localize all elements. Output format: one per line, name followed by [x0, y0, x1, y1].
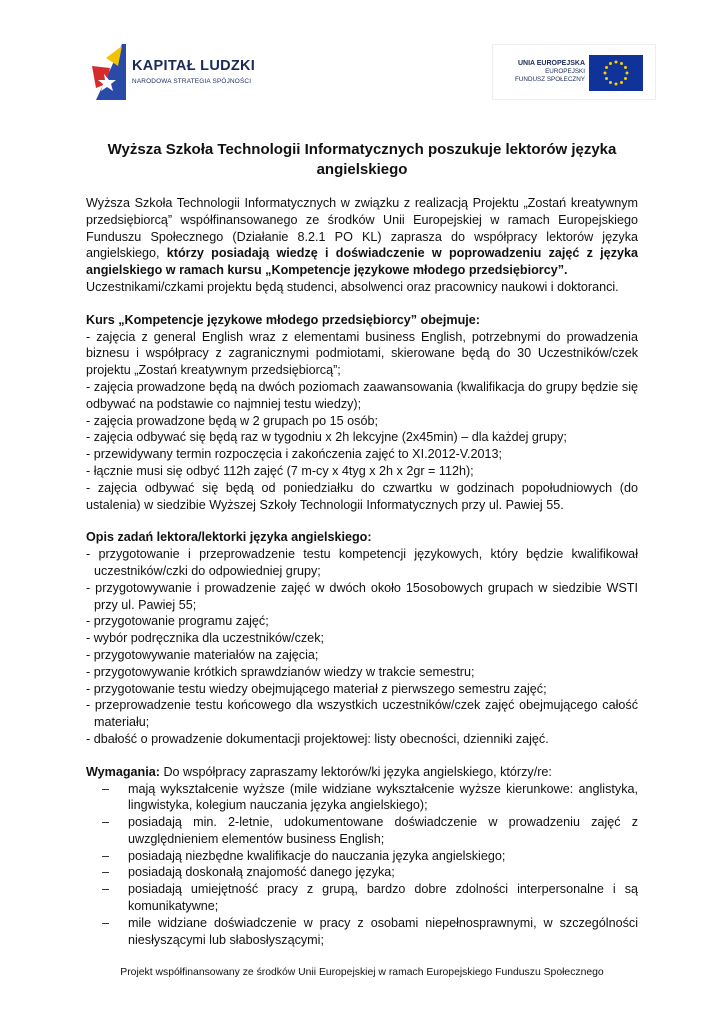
duty-item: - przygotowanie i przeprowadzenie testu kompetencji językowych, który będzie kwalifikował uczestników/czki do odpowiedniej grupy; — [86, 547, 638, 578]
requirements-intro — [86, 764, 638, 781]
duties-heading-text: Opis zadań lektora/lektorki języka angielskiego: — [86, 530, 372, 545]
requirement-item — [86, 864, 638, 881]
eu-flag-icon — [589, 55, 643, 91]
duties-heading — [86, 529, 638, 546]
document-title: Wyższa Szkoła Technologii Informatycznych poszukuje lektorów języka angielskiego — [107, 141, 617, 178]
course-item: - zajęcia prowadzone będą na dwóch poziomach zaawansowania (kwalifikacja do grupy będzie się odbywać na podstawie co najmniej testu wiedzy); — [86, 379, 638, 411]
requirement-item — [86, 814, 638, 848]
dash-bullet: – — [102, 848, 110, 863]
requirement-item — [86, 848, 638, 865]
eu-line-2: EUROPEJSKI — [545, 68, 585, 75]
duty-item: - przygotowywanie materiałów na zajęcia; — [86, 647, 319, 662]
requirement-text: mile widziane doświadczenie w pracy z osobami niepełnosprawnymi, w szczególności niesłyszącymi lub słabosłyszącymi; — [128, 915, 638, 947]
requirement-item — [86, 881, 638, 915]
intro-paragraph — [86, 195, 638, 279]
duty-item: - przygotowywanie i prowadzenie zajęć w dwóch około 15osobowych grupach w siedzibie WSTI przy ul. Pawiej 55; — [86, 580, 638, 612]
requirement-item — [86, 915, 638, 949]
course-item: - łącznie musi się odbyć 112h zajęć (7 m-cy x 4tyg x 2h x 2gr = 112h); — [86, 463, 474, 478]
eu-line-1: UNIA EUROPEJSKA — [517, 60, 585, 67]
eu-logo — [492, 44, 656, 100]
document-body — [86, 195, 638, 948]
eu-logo-text — [515, 59, 585, 84]
dash-bullet: – — [102, 882, 110, 897]
duty-item: - dbałość o prowadzenie dokumentacji projektowej: listy obecności, dzienniki zajęć. — [86, 731, 549, 746]
requirements-label: Wymagania: — [86, 764, 160, 779]
page-footer: Projekt współfinansowany ze środków Unii Europejskiej w ramach Europejskiego Funduszu Społecznego — [120, 967, 604, 978]
duty-item: - przygotowanie programu zajęć; — [86, 614, 269, 629]
requirement-text: posiadają umiejętność pracy z grupą, bardzo dobre zdolności interpersonalne i są komunikatywne; — [128, 882, 638, 914]
duty-item: - przygotowanie testu wiedzy obejmującego materiał z pierwszego semestru zajęć; — [86, 681, 547, 696]
requirement-text: posiadają min. 2-letnie, udokumentowane doświadczenie w prowadzeniu zajęć z uwzględnieniem elementów business English; — [128, 815, 638, 846]
intro-bold-text: którzy posiadają wiedzę i doświadczenie w poprowadzeniu zajęć z języka angielskiego w ramach kursu „Kompetencje językowe młodego przedsiębiorcy”. — [86, 246, 638, 278]
requirements-intro-text: Do współpracy zapraszamy lektorów/ki języka angielskiego, którzy/re: — [159, 764, 552, 779]
requirement-text: mają wykształcenie wyższe (mile widziane wykształcenie wyższe kierunkowe: anglistyka, lingwistyka, kolegium nauczania języka angielskiego); — [128, 781, 638, 813]
course-heading — [86, 312, 638, 329]
requirement-item — [86, 781, 638, 815]
course-item: - zajęcia odbywać się będą od poniedziałku do czwartku w godzinach popołudniowych (do ustalenia) w siedzibie Wyższej Szkoły Technologii Informatycznych przy ul. Pawiej 55. — [86, 480, 638, 512]
dash-bullet: – — [102, 865, 110, 880]
kapital-ludzki-title: KAPITAŁ LUDZKI — [132, 58, 256, 74]
participants-paragraph: Uczestnikami/czkami projektu będą studenci, absolwenci oraz pracownicy naukowi i doktoranci. — [86, 279, 619, 294]
requirement-text: posiadają doskonałą znajomość danego języka; — [128, 865, 395, 880]
kapital-ludzki-subtitle: NARODOWA STRATEGIA SPÓJNOŚCI — [132, 78, 252, 85]
intro-text: Wyższa Szkoła Technologii Informatycznych w związku z realizacją Projektu „Zostań kreatywnym przedsiębiorcą” współfinansowanego ze środków Unii Europejskiej w ramach Europejskiego Funduszu Społecznego (Działanie 8.2.1 PO KL) zaprasza do współpracy lektorów języka angielskiego, — [86, 196, 638, 261]
requirement-text: posiadają niezbędne kwalifikacje do nauczania języka angielskiego; — [128, 848, 506, 863]
eu-line-3: FUNDUSZ SPOŁECZNY — [515, 76, 585, 83]
kapital-ludzki-star-icon — [92, 44, 126, 100]
course-item: - zajęcia odbywać się będą raz w tygodniu x 2h lekcyjne (2x45min) – dla każdej grupy; — [86, 430, 567, 445]
dash-bullet: – — [102, 915, 110, 930]
requirements-list — [86, 781, 638, 949]
course-heading-text: Kurs „Kompetencje językowe młodego przedsiębiorcy” obejmuje: — [86, 312, 480, 327]
kapital-ludzki-logo — [92, 44, 282, 100]
course-item: - zajęcia z general English wraz z elementami business English, potrzebnymi do prowadzenia biznesu i współpracy z zagranicznymi podmiotami, skierowane będą do 30 Uczestników/czek projektu „Zostań kreatywnym przedsiębiorcą”; — [86, 329, 638, 378]
course-item: - przewidywany termin rozpoczęcia i zakończenia zajęć to XI.2012-V.2013; — [86, 447, 503, 462]
duty-item: - przeprowadzenie testu końcowego dla wszystkich uczestników/czek zajęć obejmującego całość materiału; — [86, 698, 638, 730]
dash-bullet: – — [102, 781, 110, 796]
course-item: - zajęcia prowadzone będą w 2 grupach po 15 osób; — [86, 413, 378, 428]
duty-item: - przygotowywanie krótkich sprawdzianów wiedzy w trakcie semestru; — [86, 664, 475, 679]
dash-bullet: – — [102, 815, 110, 830]
duty-item: - wybór podręcznika dla uczestników/czek; — [86, 631, 324, 646]
